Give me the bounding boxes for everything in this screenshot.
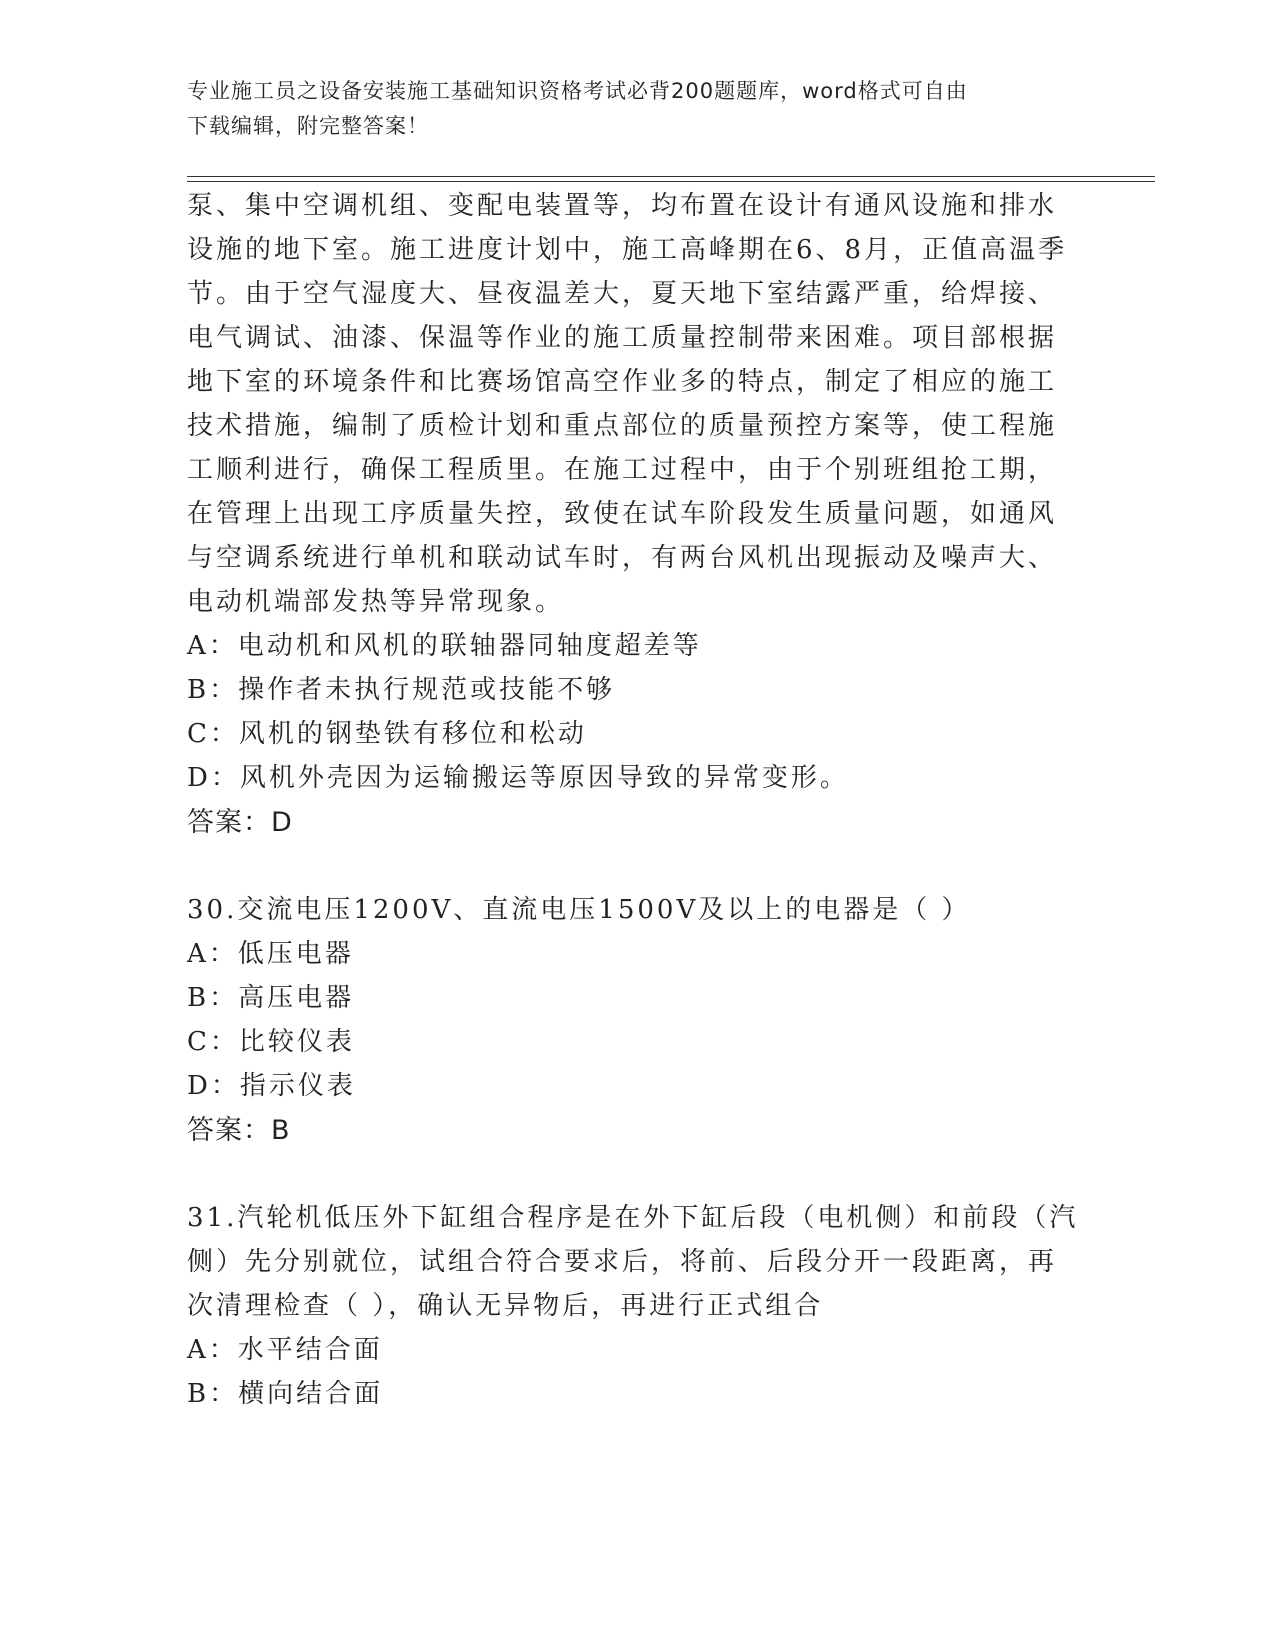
q29-stem-line: 设施的地下室。施工进度计划中，施工高峰期在6、8月，正值高温季 <box>187 235 1068 265</box>
q30-option-c: C：比较仪表 <box>187 1027 355 1057</box>
q29-answer: 答案：D <box>187 807 293 838</box>
q29-stem-line: 节。由于空气湿度大、昼夜温差大，夏天地下室结露严重，给焊接、 <box>187 279 1058 309</box>
q29-stem-line: 地下室的环境条件和比赛场馆高空作业多的特点，制定了相应的施工 <box>187 367 1058 397</box>
header-title-line-2: 下载编辑，附完整答案！ <box>187 114 429 138</box>
q30-option-a: A：低压电器 <box>187 939 354 969</box>
document-header <box>187 74 1067 144</box>
q29-option-c: C：风机的钢垫铁有移位和松动 <box>187 719 587 749</box>
q30-option-b: B：高压电器 <box>187 983 355 1013</box>
header-divider-bottom <box>187 181 1155 182</box>
q31-option-b: B：横向结合面 <box>187 1379 384 1409</box>
q30-answer: 答案：B <box>187 1115 291 1146</box>
header-title-line-1: 专业施工员之设备安装施工基础知识资格考试必背200题题库，word格式可自由 <box>187 79 968 103</box>
q29-stem-line: 泵、集中空调机组、变配电装置等，均布置在设计有通风设施和排水 <box>187 191 1058 221</box>
q31-stem-line: 侧）先分别就位，试组合符合要求后，将前、后段分开一段距离，再 <box>187 1247 1058 1277</box>
q29-option-d: D：风机外壳因为运输搬运等原因导致的异常变形。 <box>187 763 849 793</box>
q29-option-a: A：电动机和风机的联轴器同轴度超差等 <box>187 631 702 661</box>
q31-stem-line: 31.汽轮机低压外下缸组合程序是在外下缸后段（电机侧）和前段（汽 <box>187 1203 1079 1233</box>
q29-stem-line: 电气调试、油漆、保温等作业的施工质量控制带来困难。项目部根据 <box>187 323 1058 353</box>
q29-stem-line: 电动机端部发热等异常现象。 <box>187 587 565 617</box>
q29-option-b: B：操作者未执行规范或技能不够 <box>187 675 616 705</box>
q29-stem-line: 技术措施，编制了质检计划和重点部位的质量预控方案等，使工程施 <box>187 411 1058 441</box>
q30-stem: 30.交流电压1200V、直流电压1500V及以上的电器是（ ） <box>187 895 971 925</box>
q29-stem-line: 工顺利进行，确保工程质里。在施工过程中，由于个别班组抢工期， <box>187 455 1058 485</box>
q29-stem-line: 在管理上出现工序质量失控，致使在试车阶段发生质量问题，如通风 <box>187 499 1058 529</box>
q31-option-a: A：水平结合面 <box>187 1335 383 1365</box>
header-divider-top <box>187 176 1155 177</box>
q31-stem-line: 次清理检查（ ），确认无异物后，再进行正式组合 <box>187 1291 824 1321</box>
q30-option-d: D：指示仪表 <box>187 1071 356 1101</box>
q29-stem-line: 与空调系统进行单机和联动试车时，有两台风机出现振动及噪声大、 <box>187 543 1058 573</box>
